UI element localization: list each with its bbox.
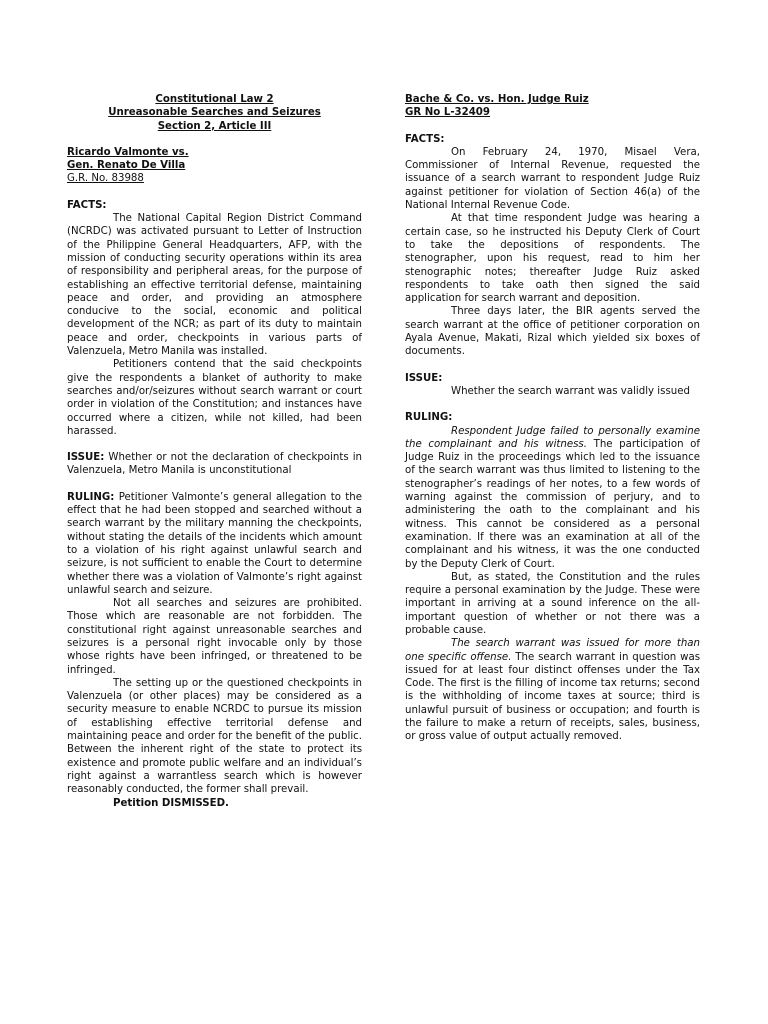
case-party-2: Gen. Renato De Villa <box>67 160 186 172</box>
facts-heading: FACTS: <box>67 199 107 211</box>
issue-text: Whether or not the declaration of checkpoints in Valenzuela, Metro Manila is unconstitutional <box>67 452 362 477</box>
facts-paragraph: At that time respondent Judge was hearing a certain case, so he instructed his Deputy Clerk of Court to take the depositions of respondents. The stenographer, upon his request, read to him her stenographic notes; thereafter Judge Ruiz asked respondents to take oath then signed the said application for search warrant and deposition. <box>405 213 700 305</box>
ruling-paragraph <box>405 425 700 571</box>
ruling-paragraph: The setting up or the questioned checkpoints in Valenzuela (or other places) may be considered as a security measure to enable NCRDC to pursue its mission of establishing effective territorial defense and maintaining peace and order for the benefit of the public. Between the inherent right of the state to protect its existence and promote public welfare and an individual’s right against a warrantless search which is however reasonably conducted, the former shall prevail. <box>67 677 362 796</box>
issue-heading: ISSUE: <box>67 452 105 464</box>
facts-paragraph: Three days later, the BIR agents served the search warrant at the office of petitioner corporation on Ayala Avenue, Makati, Rizal which yielded six boxes of documents. <box>405 306 700 358</box>
disposition: Petition DISMISSED. <box>113 797 229 809</box>
case-gr-number: G.R. No. 83988 <box>67 173 144 185</box>
ruling-paragraph <box>405 637 700 743</box>
left-column <box>67 93 362 810</box>
course-title: Constitutional Law 2 <box>155 94 274 105</box>
ruling-emphasis: The search warrant was issued for more than one specific offense. <box>405 638 700 663</box>
section-title: Section 2, Article III <box>157 120 272 132</box>
facts-paragraph: Petitioners contend that the said checkpoints give the respondents a blanket of authority to make searches and/or/seizures without search warrant or court order in violation of the Constitution; and instances have occurred where a citizen, while not killed, had been harassed. <box>67 359 362 437</box>
case-gr-number: GR No L-32409 <box>405 107 490 119</box>
topic-title: Unreasonable Searches and Seizures <box>108 107 321 119</box>
issue-heading: ISSUE: <box>405 372 443 384</box>
right-column <box>405 93 700 744</box>
document-header <box>67 93 362 133</box>
case-party-1: Ricardo Valmonte vs. <box>67 146 189 158</box>
issue-text: Whether the search warrant was validly issued <box>451 385 690 397</box>
ruling-text: The search warrant in question was issued for at least four distinct offenses under the Tax Code. The first is the filling of income tax returns; second is the withholding of income taxes at source; third is unlawful pursuit of business or occupation; and fourth is the failure to make a return of receipts, sales, business, or gross value of output actually removed. <box>405 651 700 743</box>
ruling-text: The participation of Judge Ruiz in the proceedings which led to the issuance of the search warrant was thus limited to listening to the stenographer’s readings of her notes, to a few words of warning against the commission of perjury, and to administering the oath to the complainant and his witness. This cannot be considered as a personal examination. If there was an examination at all of the complainant and his witness, it was the one conducted by the Deputy Clerk of Court. <box>405 438 700 570</box>
ruling-heading: RULING: <box>67 491 115 503</box>
facts-heading: FACTS: <box>405 133 445 145</box>
case-title: Bache & Co. vs. Hon. Judge Ruiz <box>405 94 589 105</box>
facts-paragraph: On February 24, 1970, Misael Vera, Commissioner of Internal Revenue, requested the issuance of a search warrant to respondent Judge Ruiz against petitioner for violation of Section 46(a) of the National Internal Revenue Code. <box>405 146 700 212</box>
ruling-emphasis: Respondent Judge failed to personally examine the complainant and his witness. <box>405 425 700 450</box>
facts-paragraph: The National Capital Region District Command (NCRDC) was activated pursuant to Letter of Instruction of the Philippine General Headquarters, AFP, with the mission of conducting security operations within its area of responsibility and peripheral areas, for the purpose of establishing an effective territorial defense, maintaining peace and order, and providing an atmosphere conducive to the social, economic and political development of the NCR; as part of its duty to maintain peace and order, checkpoints in various parts of Valenzuela, Metro Manila was installed. <box>67 213 362 358</box>
issue-paragraph <box>67 451 362 478</box>
ruling-text: Petitioner Valmonte’s general allegation to the effect that he had been stopped and searched without a search warrant by the military manning the checkpoints, without stating the details of the incidents which amount to a violation of his right against unlawful search and seizure, is not sufficient to enable the Court to determine whether there was a violation of Valmonte’s right against unlawful search and seizure. <box>67 491 362 596</box>
ruling-paragraph <box>67 491 362 597</box>
ruling-paragraph: Not all searches and seizures are prohibited. Those which are reasonable are not forbidden. The constitutional right against unreasonable searches and seizures is a personal right invocable only by those whose rights have been infringed, or threatened to be infringed. <box>67 598 362 676</box>
ruling-heading: RULING: <box>405 412 453 424</box>
ruling-paragraph: But, as stated, the Constitution and the rules require a personal examination by the Judge. These were important in arriving at a sound inference on the all-important question of whether or not there was a probable cause. <box>405 571 700 636</box>
